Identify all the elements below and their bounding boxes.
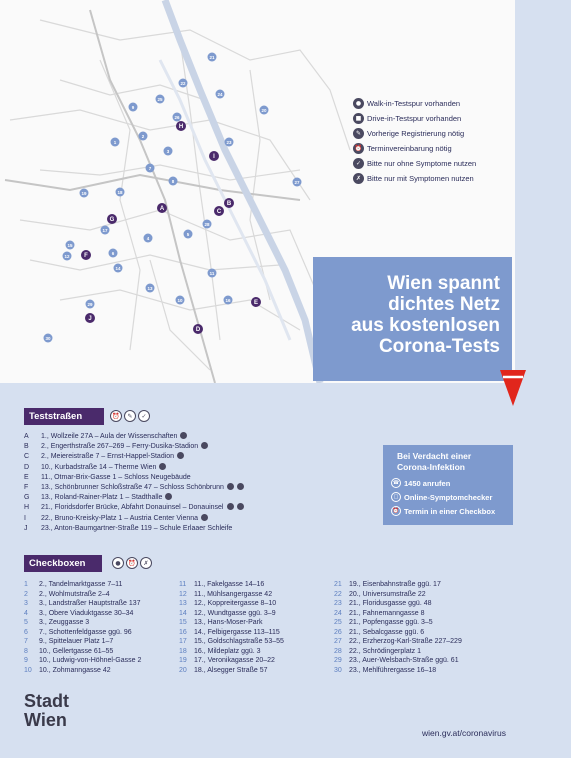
marker-label: A <box>159 206 165 212</box>
walk-in-icon: ● <box>353 98 364 109</box>
list-number: 13 <box>179 600 187 607</box>
walk-in-icon <box>227 483 234 490</box>
legend-row-with-symptoms <box>353 171 476 186</box>
headline-line: Wien spannt <box>387 273 500 294</box>
checkbox-marker[interactable] <box>80 189 89 198</box>
hint-text: Termin in einer Checkbox <box>404 506 496 516</box>
list-text: 3., Obere Viaduktgasse 30–34 <box>39 609 134 617</box>
list-text: 18., Alsegger Straße 57 <box>194 666 268 674</box>
drive-in-icon: ■ <box>353 113 364 124</box>
checkbox-marker[interactable] <box>116 188 125 197</box>
list-item <box>24 463 244 473</box>
list-item <box>179 656 334 666</box>
map-legend <box>353 96 476 186</box>
list-item <box>179 628 334 638</box>
checkbox-marker[interactable] <box>63 252 72 261</box>
checkbox-marker[interactable] <box>109 249 118 258</box>
marker-label: 2 <box>141 134 145 139</box>
list-text: 15., Goldschlagstraße 53–55 <box>194 638 284 645</box>
checkboxen-column <box>24 580 179 675</box>
marker-label: 20 <box>261 108 267 113</box>
teststrasse-marker[interactable] <box>107 214 117 224</box>
marker-label: J <box>88 316 92 322</box>
list-item <box>24 442 244 452</box>
legend-row-appointment <box>353 141 476 156</box>
headline-box <box>313 257 512 381</box>
marker-label: 27 <box>294 180 300 185</box>
marker-label: 18 <box>117 190 123 195</box>
marker-label: 3 <box>166 149 170 154</box>
teststrassen-icons <box>110 410 150 422</box>
suspicion-hint-box <box>383 445 513 525</box>
legend-text: Walk-in-Testspur vorhanden <box>367 99 461 108</box>
marker-label: 9 <box>131 105 135 110</box>
legend-text: Vorherige Registrierung nötig <box>367 129 465 138</box>
hint-row-online <box>391 490 505 504</box>
laptop-icon: □ <box>391 492 401 502</box>
hint-title: Bei Verdacht einer <box>397 451 472 461</box>
checkbox-marker[interactable] <box>173 113 182 122</box>
list-number: 28 <box>334 647 342 655</box>
logo-line: Stadt <box>24 691 69 711</box>
list-item <box>334 647 489 657</box>
list-number: 5 <box>24 619 28 626</box>
checkbox-marker[interactable] <box>101 226 110 235</box>
list-number: 26 <box>334 628 342 636</box>
list-text: 13., Schönbrunner Schloßstraße 47 – Schloss Schönbrunn <box>41 483 224 491</box>
list-item <box>24 483 244 493</box>
list-number: 4 <box>24 609 28 617</box>
list-number: 29 <box>334 657 342 664</box>
checkbox-marker[interactable] <box>146 284 155 293</box>
list-item <box>179 599 334 609</box>
legend-text: Terminvereinbarung nötig <box>367 144 452 153</box>
marker-label: 17 <box>102 228 108 233</box>
list-text: 19., Eisenbahnstraße ggü. 17 <box>349 581 441 588</box>
walk-in-icon <box>227 503 234 510</box>
drive-in-icon <box>237 503 244 510</box>
checkbox-marker[interactable] <box>203 220 212 229</box>
checkbox-marker[interactable] <box>208 269 217 278</box>
list-text: 21., Popfengasse ggü. 3–5 <box>349 619 433 626</box>
list-text: 12., Koppreitergasse 8–10 <box>194 600 277 607</box>
marker-label: 14 <box>115 266 121 271</box>
list-letter: H <box>24 504 30 512</box>
list-number: 7 <box>24 638 28 645</box>
list-number: 16 <box>179 628 187 636</box>
list-item <box>24 590 179 600</box>
map-side-strip <box>515 0 571 383</box>
teststrasse-marker[interactable] <box>176 121 186 131</box>
checkbox-marker[interactable] <box>179 79 188 88</box>
list-text: 23., Auer-Welsbach-Straße ggü. 61 <box>349 657 459 664</box>
teststrasse-marker[interactable] <box>214 206 224 216</box>
list-number: 20 <box>179 666 187 674</box>
checkbox-marker[interactable] <box>216 90 225 99</box>
teststrasse-marker[interactable] <box>85 313 95 323</box>
list-number: 30 <box>334 666 342 674</box>
list-text: 21., Sebalcgasse ggü. 6 <box>349 628 425 636</box>
list-letter: J <box>24 524 28 532</box>
checkbox-marker[interactable] <box>156 95 165 104</box>
no-symptoms-icon: ✓ <box>353 158 364 169</box>
list-letter: C <box>24 453 30 461</box>
marker-label: 1 <box>113 140 117 145</box>
list-item <box>179 618 334 628</box>
phone-icon: ☎ <box>392 480 400 486</box>
list-number: 25 <box>334 619 342 626</box>
list-letter: G <box>24 494 30 502</box>
list-number: 12 <box>179 590 187 598</box>
list-item <box>24 628 179 638</box>
checkbox-marker[interactable] <box>139 132 148 141</box>
list-number: 6 <box>24 628 28 636</box>
marker-label: 6 <box>111 251 115 256</box>
marker-label: 15 <box>67 243 73 248</box>
checkboxen-header: Checkboxen <box>24 555 102 572</box>
list-text: 2., Engerthstraße 267–269 – Ferry-Dusika-Stadion <box>41 443 199 451</box>
list-letter: D <box>24 463 30 471</box>
list-number: 10 <box>24 666 32 674</box>
list-text: 3., Zeuggasse 3 <box>39 619 90 626</box>
list-text: 10., Ludwig-von-Höhnel-Gasse 2 <box>39 657 142 664</box>
list-text: 23., Mehlführergasse 16–18 <box>349 666 437 674</box>
list-number: 21 <box>334 581 342 588</box>
drive-in-icon <box>237 483 244 490</box>
list-item <box>24 452 244 462</box>
appointment-icon: ⏰ <box>126 557 138 569</box>
list-item <box>334 599 489 609</box>
list-text: 17., Veronikagasse 20–22 <box>194 657 275 664</box>
list-number: 23 <box>334 600 342 607</box>
registration-icon: ✎ <box>353 128 364 139</box>
list-text: 16., Mildeplatz ggü. 3 <box>194 647 261 655</box>
list-item <box>334 618 489 628</box>
marker-label: 22 <box>180 81 186 86</box>
checkbox-marker[interactable] <box>169 177 178 186</box>
list-number: 15 <box>179 619 187 626</box>
list-text: 9., Spittelauer Platz 1–7 <box>39 638 114 645</box>
marker-label: 5 <box>186 232 190 237</box>
checkbox-marker[interactable] <box>146 164 155 173</box>
list-text: 22., Erzherzog-Karl-Straße 227–229 <box>349 638 462 645</box>
list-text: 2., Meiereistraße 7 – Ernst-Happel-Stadion <box>41 453 175 461</box>
legend-row-no-symptoms <box>353 156 476 171</box>
list-item <box>179 647 334 657</box>
list-item <box>334 637 489 647</box>
list-number: 1 <box>24 581 28 588</box>
legend-row-walk-in <box>353 96 476 111</box>
marker-label: 12 <box>64 254 70 259</box>
list-letter: A <box>24 433 29 440</box>
no-symptoms-icon: ✓ <box>138 410 150 422</box>
list-text: 12., Wundtgasse ggü. 3–9 <box>194 609 276 617</box>
list-letter: I <box>24 514 26 522</box>
list-text: 11., Otmar-Brix-Gasse 1 – Schloss Neugebäude <box>41 473 191 481</box>
marker-label: E <box>253 300 259 306</box>
marker-label: 11 <box>209 271 215 276</box>
marker-label: 19 <box>81 191 87 196</box>
appointment-icon: ⏰ <box>110 410 122 422</box>
list-number: 18 <box>179 647 187 655</box>
marker-label: 16 <box>225 298 231 303</box>
list-item <box>24 503 244 513</box>
list-number: 11 <box>179 581 187 588</box>
headline-line: aus kostenlosen <box>351 315 500 336</box>
checkboxen-list <box>24 580 489 675</box>
headline-line: dichtes Netz <box>388 294 500 315</box>
list-text: 11., Mühlsangergasse 42 <box>194 590 273 598</box>
wien-flag-logo <box>498 368 528 408</box>
list-item <box>334 666 489 676</box>
list-item <box>334 580 489 590</box>
legend-text: Bitte nur mit Symptomen nutzen <box>367 174 474 183</box>
checkbox-marker[interactable] <box>44 334 53 343</box>
stadt-wien-logo <box>24 692 69 730</box>
hint-title: Corona-Infektion <box>397 462 465 472</box>
checkboxen-column <box>179 580 334 675</box>
list-item <box>24 580 179 590</box>
list-item <box>179 666 334 676</box>
marker-label: 30 <box>45 336 51 341</box>
legend-row-registration <box>353 126 476 141</box>
list-item <box>334 628 489 638</box>
walk-in-icon <box>180 432 187 439</box>
list-item <box>24 514 244 524</box>
checkbox-marker[interactable] <box>164 147 173 156</box>
appointment-icon: ⏰ <box>354 145 363 152</box>
checkbox-marker[interactable] <box>260 106 269 115</box>
marker-label: H <box>178 124 184 130</box>
list-letter: B <box>24 443 29 451</box>
list-text: 10., Kurbadstraße 14 – Therme Wien <box>41 463 157 471</box>
list-text: 22., Schrödingerplatz 1 <box>349 647 421 655</box>
teststrasse-marker[interactable] <box>209 151 219 161</box>
marker-label: B <box>226 201 232 207</box>
checkbox-marker[interactable] <box>66 241 75 250</box>
list-text: 7., Schottenfeldgasse ggü. 96 <box>39 628 132 636</box>
list-item <box>24 432 244 442</box>
checkboxen-icons <box>112 557 152 569</box>
list-text: 2., Wohlmutstraße 2–4 <box>39 590 110 598</box>
hint-row-checkbox <box>391 504 505 518</box>
list-number: 17 <box>179 638 187 645</box>
teststrasse-marker[interactable] <box>81 250 91 260</box>
walk-in-icon <box>159 463 166 470</box>
checkbox-marker[interactable] <box>293 178 302 187</box>
marker-label: C <box>216 209 222 215</box>
list-item <box>179 609 334 619</box>
list-number: 19 <box>179 657 187 664</box>
list-text: 22., Bruno-Kreisky-Platz 1 – Austria Center Vienna <box>41 514 199 522</box>
marker-label: 13 <box>147 286 153 291</box>
registration-icon: ✎ <box>124 410 136 422</box>
list-item <box>334 656 489 666</box>
list-text: 10., Zohmanngasse 42 <box>39 666 111 674</box>
list-item <box>24 493 244 503</box>
list-item <box>24 618 179 628</box>
list-number: 2 <box>24 590 28 598</box>
marker-label: 8 <box>171 179 175 184</box>
checkbox-marker[interactable] <box>114 264 123 273</box>
list-item <box>24 473 244 483</box>
list-text: 21., Fahnemanngasse 8 <box>349 609 425 617</box>
walk-in-icon <box>201 442 208 449</box>
walk-in-icon <box>201 514 208 521</box>
list-item <box>179 637 334 647</box>
list-number: 14 <box>179 609 187 617</box>
teststrasse-marker[interactable] <box>193 324 203 334</box>
footer-url[interactable]: wien.gv.at/coronavirus <box>422 728 506 738</box>
marker-label: 28 <box>204 222 210 227</box>
checkbox-marker[interactable] <box>225 138 234 147</box>
legend-text: Drive-in-Testspur vorhanden <box>367 114 462 123</box>
checkboxen-column <box>334 580 489 675</box>
drive-in-icon <box>177 452 184 459</box>
teststrasse-marker[interactable] <box>157 203 167 213</box>
checkbox-marker[interactable] <box>208 53 217 62</box>
list-text: 11., Fakelgasse 14–16 <box>194 581 265 588</box>
list-number: 24 <box>334 609 342 617</box>
teststrassen-list <box>24 432 244 534</box>
list-item <box>24 609 179 619</box>
list-text: 14., Felbigergasse 113–115 <box>194 628 280 636</box>
checkbox-marker[interactable] <box>144 234 153 243</box>
teststrasse-marker[interactable] <box>224 198 234 208</box>
list-letter: E <box>24 473 29 481</box>
walk-in-icon <box>165 493 172 500</box>
marker-label: 29 <box>87 302 93 307</box>
list-item <box>334 609 489 619</box>
headline-line: Corona-Tests <box>378 336 500 357</box>
with-symptoms-icon: ✗ <box>140 557 152 569</box>
list-text: 3., Landstraßer Hauptstraße 137 <box>39 600 141 607</box>
marker-label: 21 <box>209 55 215 60</box>
list-number: 3 <box>24 600 28 607</box>
list-text: 13., Roland-Rainer-Platz 1 – Stadthalle <box>41 494 163 502</box>
walk-in-icon: ● <box>112 557 124 569</box>
list-item <box>24 656 179 666</box>
list-item <box>179 580 334 590</box>
hint-text: 1450 anrufen <box>404 478 451 488</box>
list-item <box>179 590 334 600</box>
list-item <box>24 666 179 676</box>
list-item <box>334 590 489 600</box>
checkbox-marker[interactable] <box>86 300 95 309</box>
checkbox-marker[interactable] <box>176 296 185 305</box>
marker-label: 7 <box>148 166 152 171</box>
marker-label: F <box>84 253 88 259</box>
list-text: 20., Universumstraße 22 <box>349 590 426 598</box>
list-letter: F <box>24 483 29 491</box>
marker-label: D <box>195 327 201 333</box>
list-text: 21., Floridusgasse ggü. 48 <box>349 600 432 607</box>
list-item <box>24 599 179 609</box>
with-symptoms-icon: ✗ <box>353 173 364 184</box>
list-number: 22 <box>334 590 342 598</box>
list-text: 13., Hans-Moser-Park <box>194 619 263 626</box>
checkbox-marker[interactable] <box>111 138 120 147</box>
list-text: 21., Floridsdorfer Brücke, Abfahrt Donauinsel – Donauinsel <box>41 504 224 512</box>
marker-label: 25 <box>157 97 163 102</box>
marker-label: 26 <box>174 115 180 120</box>
checkbox-marker[interactable] <box>224 296 233 305</box>
list-item <box>24 647 179 657</box>
marker-label: 23 <box>226 140 232 145</box>
list-item <box>24 524 244 534</box>
marker-label: 24 <box>217 92 223 97</box>
teststrasse-marker[interactable] <box>251 297 261 307</box>
list-number: 8 <box>24 647 28 655</box>
calendar-icon: ⏰ <box>392 508 400 514</box>
checkbox-marker[interactable] <box>184 230 193 239</box>
list-text: 2., Tandelmarktgasse 7–11 <box>39 581 123 588</box>
legend-row-drive-in <box>353 111 476 126</box>
marker-label: I <box>213 154 215 160</box>
legend-text: Bitte nur ohne Symptome nutzen <box>367 159 477 168</box>
marker-label: G <box>109 217 115 223</box>
hint-row-phone <box>391 476 505 490</box>
list-text: 10., Gellertgasse 61–55 <box>39 647 114 655</box>
marker-label: 10 <box>177 298 183 303</box>
list-text: 23., Anton-Baumgartner-Straße 119 – Schule Erlaaer Schleife <box>41 524 233 532</box>
checkbox-marker[interactable] <box>129 103 138 112</box>
teststrassen-header: Teststraßen <box>24 408 104 425</box>
list-item <box>24 637 179 647</box>
hint-text: Online-Symptomchecker <box>404 492 493 502</box>
logo-line: Wien <box>24 710 67 730</box>
list-number: 9 <box>24 657 28 664</box>
list-number: 27 <box>334 638 342 645</box>
list-text: 1., Wollzeile 27A – Aula der Wissenschaften <box>41 433 178 440</box>
marker-label: 4 <box>146 236 150 241</box>
